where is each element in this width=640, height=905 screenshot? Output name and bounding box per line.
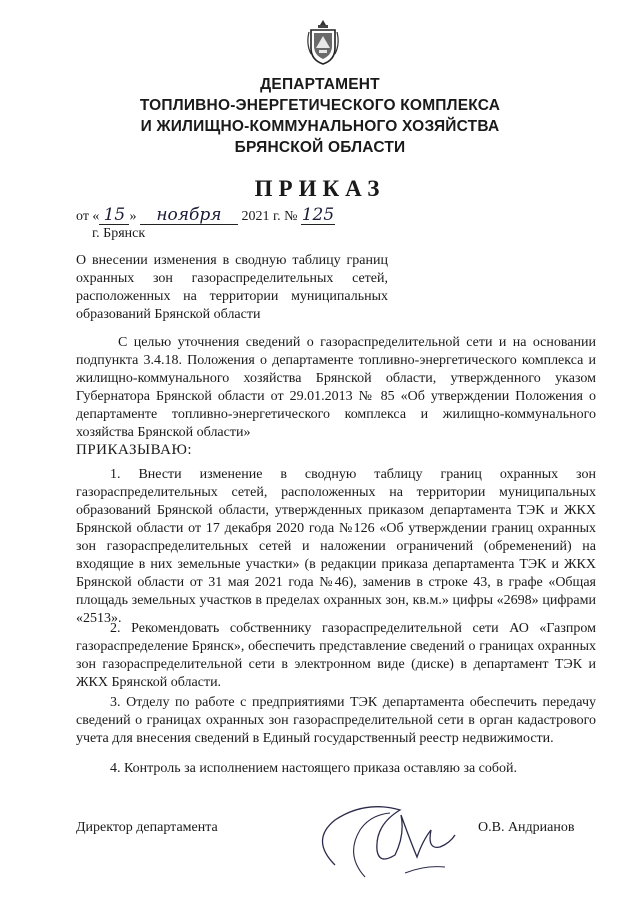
order-month: ноября: [140, 206, 238, 225]
signer-name: О.В. Андрианов: [478, 820, 575, 835]
order-item-4: 4. Контроль за исполнением настоящего приказа оставляю за собой.: [110, 761, 518, 776]
handwritten-signature-icon: [305, 795, 475, 885]
order-directive-word: ПРИКАЗЫВАЮ:: [76, 442, 193, 458]
coat-of-arms-icon: [305, 18, 341, 66]
order-title: ПРИКАЗ: [254, 176, 386, 201]
date-separator: »: [129, 209, 137, 224]
order-item-2: 2. Рекомендовать собственнику газораспределительной сети АО «Газпром газораспределение Брянск», обеспечить представление сведений о границах охранных зон газораспределительной сети в электронном виде (диске) в департамент ТЭК и ЖКХ Брянской области.: [76, 621, 596, 690]
department-header-line3: И ЖИЛИЩНО-КОММУНАЛЬНОГО ХОЗЯЙСТВА: [140, 118, 500, 135]
order-year: 2021 г. №: [241, 209, 298, 224]
signer-position: Директор департамента: [76, 820, 218, 835]
order-day: 15: [99, 206, 129, 225]
order-item-1: 1. Внести изменение в сводную таблицу границ охранных зон газораспределительных сетей, расположенных на территории муниципальных образований Брянской области, утвержденных приказом департамента ТЭК и ЖКХ Брянской области от 17 декабря 2020 года №126 «Об утверждении границ охранных зон газораспределительных сетей и наложении ограничений (обременений) на входящие в них земельные участки» (в редакции приказа департамента ТЭК и ЖКХ Брянской области от 31 мая 2021 года №46), заменив в строке 43, в графе «Общая площадь земельных участков в пределах охранных зон, кв.м.» цифры «2698» цифрами «2513».: [76, 467, 596, 626]
order-number: 125: [301, 205, 335, 225]
order-city: г. Брянск: [92, 226, 146, 241]
order-item-3: 3. Отделу по работе с предприятиями ТЭК департамента обеспечить передачу сведений о границах охранных зон газораспределительной сети в орган кадастрового учета для внесения сведений в Единый государственный реестр недвижимости.: [76, 695, 596, 746]
order-preamble: С целью уточнения сведений о газораспределительной сети и на основании подпункта 3.4.18. Положения о департаменте топливно-энергетического комплекса и жилищно-коммунального хозяйства Брянской области, утвержденного указом Губернатора Брянской области от 29.01.2013 № 85 «Об утверждении Положения о департаменте топливно-энергетического комплекса и жилищно-коммунального хозяйства Брянской области»: [76, 335, 596, 440]
date-prefix: от «: [76, 209, 100, 224]
department-header-line1: ДЕПАРТАМЕНТ: [260, 76, 380, 93]
department-header-line2: ТОПЛИВНО-ЭНЕРГЕТИЧЕСКОГО КОМПЛЕКСА: [139, 97, 501, 114]
order-date-line: [76, 206, 335, 225]
order-subject: О внесении изменения в сводную таблицу границ охранных зон газораспределительных сетей, расположенных на территории муниципальных образований Брянской области: [76, 253, 388, 322]
department-header-line4: БРЯНСКОЙ ОБЛАСТИ: [234, 139, 406, 156]
